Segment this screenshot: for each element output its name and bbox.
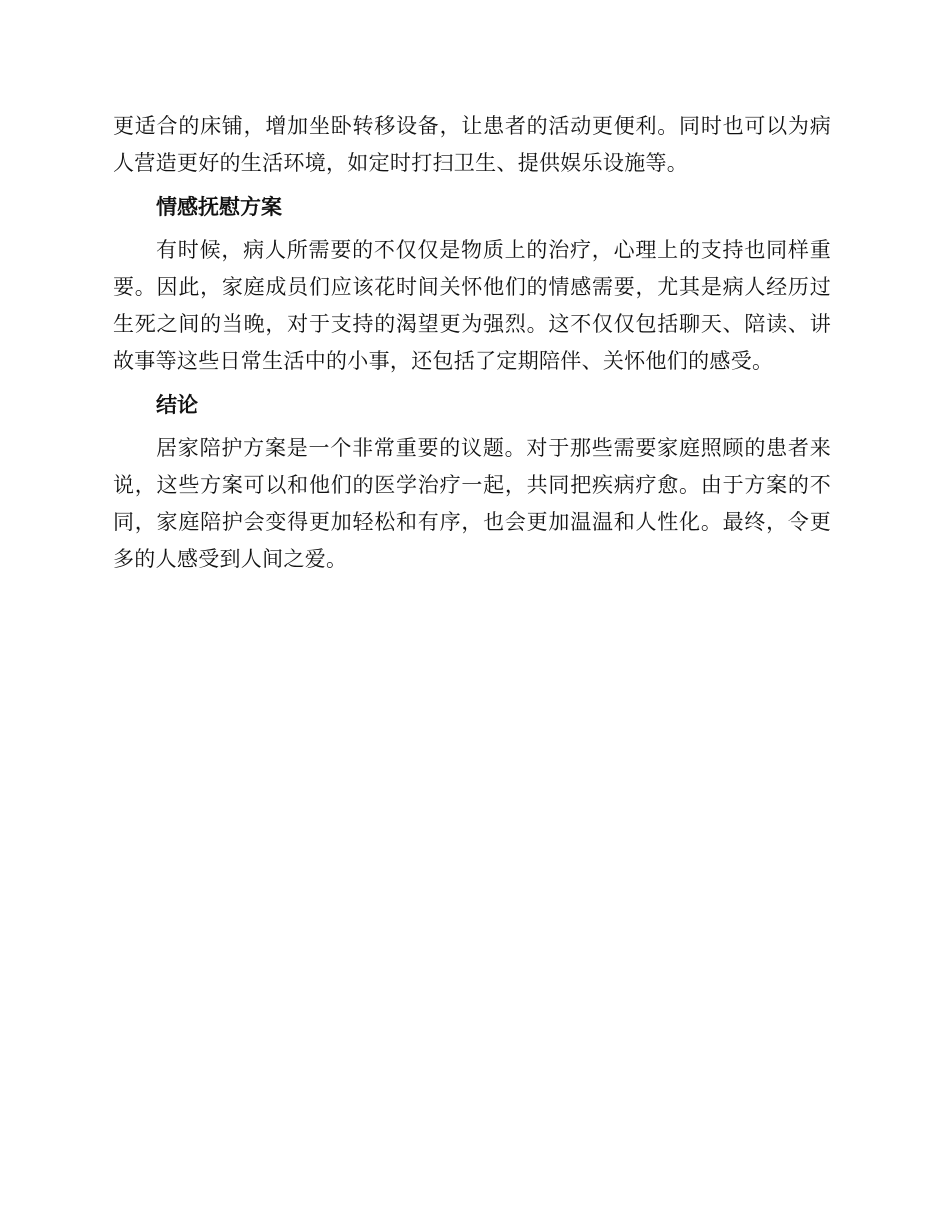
section-heading-emotional-support: 情感抚慰方案 [156, 195, 282, 219]
section-heading-conclusion: 结论 [156, 393, 198, 417]
emotional-support-paragraph: 有时候，病人所需要的不仅仅是物质上的治疗，心理上的支持也同样重要。因此，家庭成员们应该花时间关怀他们的情感需要，尤其是病人经历过生死之间的当晚，对于支持的渴望更为强烈。这不仅仅包括聊天、陪读、讲故事等这些日常生活中的小事，还包括了定期陪伴、关怀他们的感受。 [113, 238, 831, 373]
conclusion-paragraph: 居家陪护方案是一个非常重要的议题。对于那些需要家庭照顾的患者来说，这些方案可以和他们的医学治疗一起，共同把疾病疗愈。由于方案的不同，家庭陪护会变得更加轻松和有序，也会更加温温和人性化。最终，令更多的人感受到人间之爱。 [113, 436, 831, 571]
document-page [113, 108, 831, 578]
continued-paragraph: 更适合的床铺，增加坐卧转移设备，让患者的活动更便利。同时也可以为病人营造更好的生活环境，如定时打扫卫生、提供娱乐设施等。 [113, 114, 831, 175]
